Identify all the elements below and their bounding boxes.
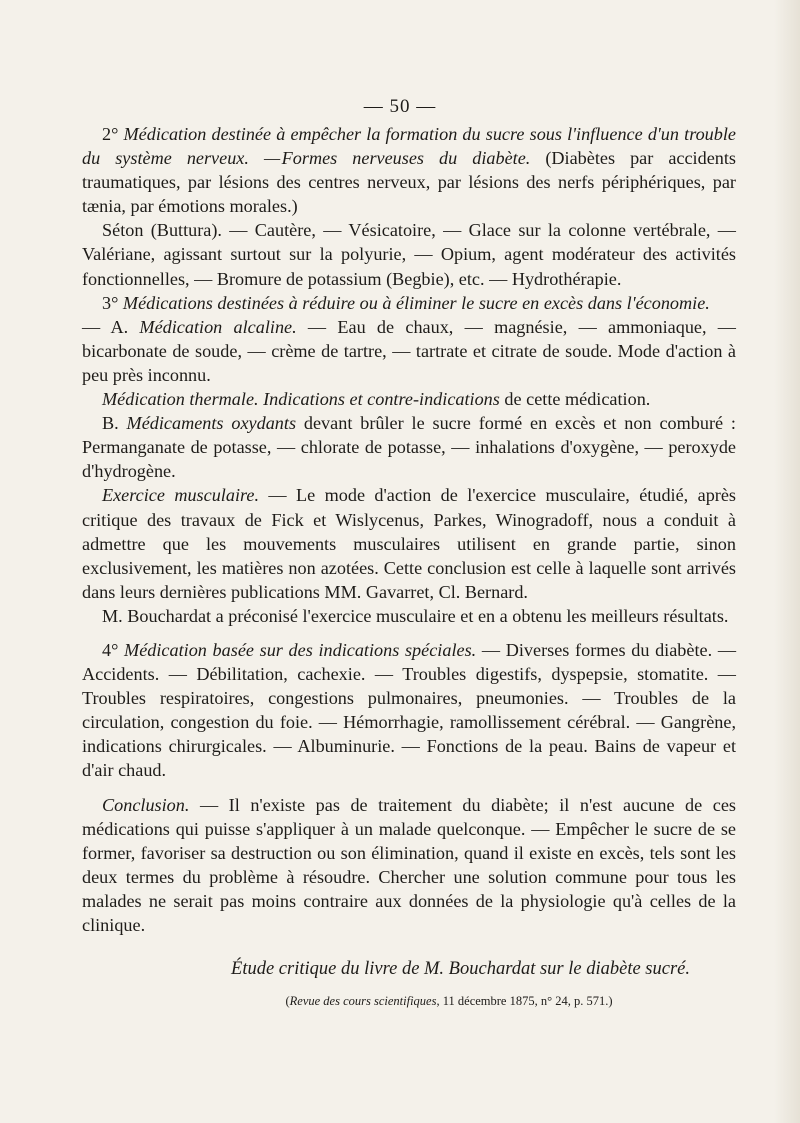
paragraph-text: Séton (Buttura). — Cautère, — Vésicatoire, — Glace sur la colonne vertébrale, — Valériane, agissant surtout sur la polyurie, — Opium, agent modérateur des activités fonctionnelles, — Bromure de potassium (Begbie), etc. — Hydrothérapie. — [82, 220, 736, 289]
paragraph-text: (Diabètes par accidents traumatiques, par lésions des centres nerveux, par lésions des nerfs périphériques, par tænia, par émotions morales.) — [82, 148, 737, 217]
subsection-title: Médication thermale. Indications et contre-indications — [102, 389, 500, 410]
section-number: 3° — [102, 292, 123, 313]
section-title: Médication basée sur des indications spéciales. — [124, 639, 477, 660]
section-title: Médications destinées à réduire ou à éliminer le sucre en excès dans l'économie. — [122, 292, 710, 313]
paragraph-bouchardat-results — [82, 604, 736, 628]
subsection-title: Médicaments oxydants — [126, 413, 297, 434]
paragraph-sugar-reduction-heading — [82, 291, 736, 315]
body-text — [82, 122, 736, 1013]
subsection-title: Médication alcaline. — [139, 316, 297, 337]
paragraph-conclusion — [82, 793, 736, 938]
citation-details: , 11 décembre 1875, n° 24, p. 571.) — [436, 994, 613, 1009]
citation-open: ( — [285, 994, 290, 1009]
paragraph-text: — Eau de chaux, — magnésie, — ammoniaque, — bicarbonate de soude, — crème de tartre, — tartrate et citrate de soude. Mode d'action à peu près inconnu. — [82, 316, 736, 385]
facing-page-edge — [774, 0, 800, 1123]
page-number: — 50 — — [363, 96, 437, 117]
paragraph-treatments-list — [82, 218, 736, 290]
conclusion-title: Conclusion. — [102, 794, 190, 815]
section-title: Médication destinée à empêcher la formation du sucre sous l'influence d'un trouble du système nerveux. — — [82, 124, 736, 169]
section-subtitle: Formes nerveuses du diabète. — [281, 148, 531, 169]
paragraph-thermal-medication — [82, 387, 736, 411]
paragraph-text: — Le mode d'action de l'exercice musculaire, étudié, après critique des travaux de Fick et Wislycenus, Parkes, Winogradoff, nous a conduit à admettre que les mouvements musculaires utilisent en grande partie, sinon exclusivement, les matières non azotées. Cette conclusion est celle à laquelle sont arrivés dans leurs dernières publications MM. Gavarret, Cl. Bernard. — [82, 485, 736, 602]
work-title: Étude critique du livre de M. Bouchardat sur le diabète sucré. — [231, 959, 690, 980]
paragraph-text: M. Bouchardat a préconisé l'exercice musculaire et en a obtenu les meilleurs résultats. — [102, 605, 729, 626]
subsection-letter: B. — [102, 413, 127, 434]
citation-journal: Revue des cours scientifiques — [289, 994, 437, 1009]
section-number: 4° — [102, 639, 125, 660]
paragraph-text: — Diverses formes du diabète. — Accidents. — Débilitation, cachexie. — Troubles digestifs, dyspepsie, stomatite. — Troubles respiratoires, congestions pulmonaires, pneumonies. — Troubles de la circulation, congestion du foie. — Hémorrhagie, ramollissement cérébral. — Gangrène, indications chirurgicales. — Albuminurie. — Fonctions de la peau. Bains de vapeur et d'air chaud. — [82, 639, 737, 781]
paragraph-text: — Il n'existe pas de traitement du diabète; il n'est aucune de ces médications qui puisse s'appliquer à un malade quelconque. — Empêcher le sucre de se former, favoriser sa destruction ou son élimination, quand il existe en excès, tels sont les deux termes du problème à résoudre. Chercher une solution commune pour tous les malades ne serait pas moins contraire aux données de la physiologie qu'à celles de la clinique. — [82, 794, 736, 935]
paragraph-special-indications — [82, 638, 736, 783]
subsection-title: Exercice musculaire. — [102, 485, 260, 506]
paragraph-text: devant brûler le sucre formé en excès et non comburé : Permanganate de potasse, — chlorate de potasse, — inhalations d'oxygène, — peroxyde d'hydrogène. — [82, 413, 736, 482]
section-number: 2° — [102, 124, 124, 144]
paragraph-text: de cette médication. — [499, 389, 651, 410]
paragraph-muscular-exercise — [82, 483, 736, 603]
paragraph-oxidizing-medications — [82, 411, 736, 483]
subsection-letter: — A. — [82, 316, 140, 337]
paragraph-alkaline-medication — [82, 315, 736, 387]
paragraph-nervous-medication — [82, 122, 736, 218]
citation — [82, 989, 736, 1013]
